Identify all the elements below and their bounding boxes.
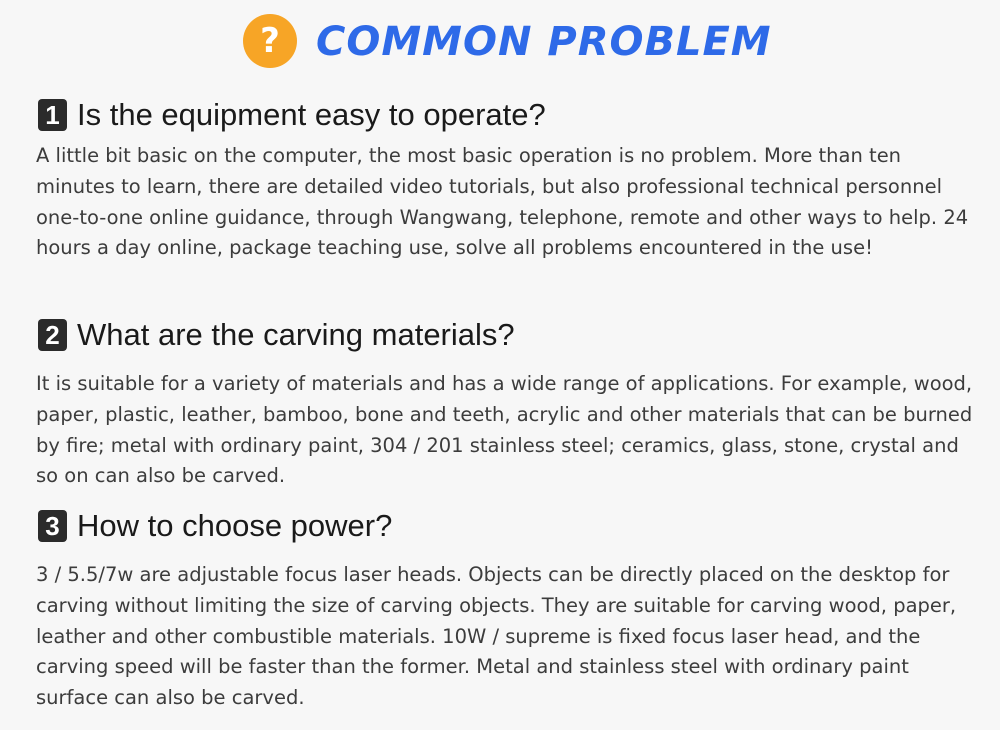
faq-question-2 bbox=[38, 315, 515, 355]
faq-question-3 bbox=[38, 506, 392, 546]
question-text-1: Is the equipment easy to operate? bbox=[77, 97, 546, 132]
header bbox=[0, 10, 1000, 74]
number-badge-3: 3 bbox=[38, 510, 67, 542]
faq-question-1 bbox=[38, 95, 546, 135]
answer-text-3: 3 / 5.5/7w are adjustable focus laser heads. Objects can be directly placed on the desktop for carving without limiting the size of carving objects. They are suitable for carving wood, paper, leather and other combustible materials. 10W / supreme is fixed focus laser head, and the carving speed will be faster than the former. Metal and stainless steel with ordinary paint surface can also be carved. bbox=[36, 563, 957, 710]
page-title: COMMON PROBLEM bbox=[316, 19, 772, 65]
question-text-2: What are the carving materials? bbox=[77, 317, 515, 352]
number-badge-2: 2 bbox=[38, 319, 67, 351]
answer-text-1: A little bit basic on the computer, the most basic operation is no problem. More than ten minutes to learn, there are detailed video tutorials, but also professional technical personnel one-to-one online guidance, through Wangwang, telephone, remote and other ways to help. 24 hours a day online, package teaching use, solve all problems encountered in the use! bbox=[36, 144, 969, 260]
answer-text-2: It is suitable for a variety of materials and has a wide range of applications. For example, wood, paper, plastic, leather, bamboo, bone and teeth, acrylic and other materials that can be burned by fire; metal with ordinary paint, 304 / 201 stainless steel; ceramics, glass, stone, crystal and so on can also be carved. bbox=[36, 372, 973, 488]
question-mark-icon: ? bbox=[243, 14, 297, 68]
number-badge-1: 1 bbox=[38, 99, 67, 131]
question-text-3: How to choose power? bbox=[77, 508, 393, 543]
